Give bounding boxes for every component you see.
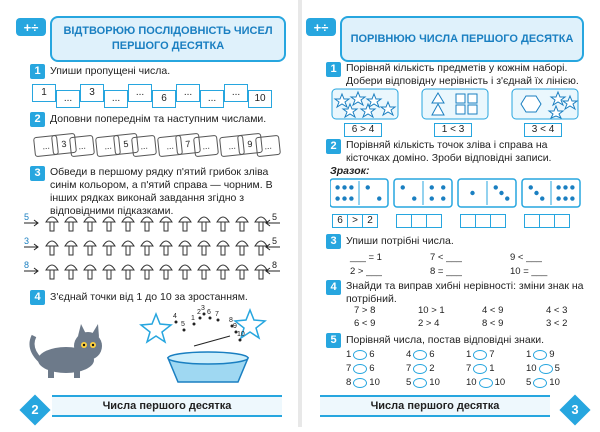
right-page (302, 0, 600, 427)
task-text: Порівняй кількість точок зліва і справа на кісточках доміно. Зроби відповідні записи. (346, 139, 552, 164)
mushroom-icon[interactable] (255, 217, 267, 231)
task-number: 2 (30, 112, 45, 127)
mushroom-icon[interactable] (84, 265, 96, 279)
compare-left-number: 7 (406, 363, 412, 374)
mushroom-icon[interactable] (179, 217, 191, 231)
inequality[interactable]: 2 > 4 (418, 318, 440, 329)
compare-pair (466, 349, 495, 360)
domino-answer-cell[interactable]: 6 (332, 214, 348, 228)
dot-point[interactable] (175, 321, 178, 324)
domino-answer-cell[interactable] (460, 214, 476, 228)
sequence-cell: 3 (80, 84, 104, 102)
dot-label: 6 (207, 309, 211, 316)
sequence-cell: 1 (32, 84, 56, 102)
compare-left-number: 1 (466, 349, 472, 360)
equation[interactable]: 7 < ___ (430, 252, 462, 263)
domino-answer-cell[interactable]: > (347, 214, 363, 228)
task-number: 2 (326, 139, 341, 154)
compare-pair (466, 363, 495, 374)
number-card: 3 (51, 133, 77, 155)
number-card[interactable]: ... (219, 135, 245, 157)
task-number: 3 (326, 234, 341, 249)
task-text: Обведи в першому рядку п'ятий грибок зліва синім кольором, а п'ятий справа — чорним. В інших рядках виконай завдання згідно з відповідними підказками. (50, 166, 273, 217)
domino-answer-cell[interactable] (475, 214, 491, 228)
number-card[interactable]: ... (33, 135, 59, 157)
inequality[interactable]: 4 < 9 (482, 305, 504, 316)
compare-pair (406, 363, 435, 374)
right-hint-number: 5 (272, 212, 278, 222)
sign-slot[interactable] (539, 364, 553, 374)
domino-answer-cell[interactable] (524, 214, 540, 228)
mushroom-icon[interactable] (160, 241, 172, 255)
page-footer: Числа першого десятка (52, 395, 282, 417)
compare-pair (406, 349, 435, 360)
inequality[interactable]: 4 < 3 (546, 305, 568, 316)
task-text: Порівняй кількість предметів у кожнім наборі. Добери відповідну нерівність і з'єднай їх лінією. (346, 62, 579, 87)
number-card[interactable]: ... (193, 135, 219, 157)
svg-text:+÷: +÷ (23, 20, 39, 35)
number-card[interactable]: ... (157, 135, 183, 157)
sequence-cell[interactable]: ... (104, 90, 128, 108)
task-number: 5 (326, 333, 341, 348)
mushroom-icon[interactable] (84, 241, 96, 255)
sign-slot[interactable] (533, 350, 547, 360)
domino-row (330, 178, 586, 210)
left-hint-number: 3 (24, 236, 30, 246)
domino-answer-cell[interactable] (411, 214, 427, 228)
task-text: Порівняй числа, постав відповідні знаки. (346, 334, 545, 346)
dot-point[interactable] (193, 323, 196, 326)
mushroom-grid[interactable] (24, 212, 280, 280)
task-number: 3 (30, 166, 45, 181)
dot-label: 1 (191, 315, 195, 322)
domino-tile (330, 179, 388, 207)
mushroom-icon[interactable] (122, 265, 134, 279)
task-text: Знайди та виправ хибні нерівності: зміни знак на потрібний. (346, 280, 584, 305)
dot-label: 10 (237, 331, 245, 338)
sign-slot[interactable] (473, 350, 487, 360)
compare-left-number: 8 (346, 377, 352, 388)
dot-point[interactable] (209, 317, 212, 320)
compare-left-number: 10 (466, 377, 477, 388)
mushroom-icon[interactable] (160, 217, 172, 231)
mushroom-icon[interactable] (65, 265, 77, 279)
sequence-cell[interactable]: ... (200, 90, 224, 108)
sign-slot[interactable] (479, 378, 493, 388)
sequence-cell[interactable]: ... (176, 84, 200, 102)
sign-slot[interactable] (413, 378, 427, 388)
domino-answer-cell[interactable] (396, 214, 412, 228)
domino-answer-cell[interactable]: 2 (362, 214, 378, 228)
compare-pair (526, 349, 555, 360)
domino-tile (394, 179, 452, 207)
compare-left-number: 10 (526, 363, 537, 374)
domino-answer-cell[interactable] (554, 214, 570, 228)
page-title: ВІДТВОРЮЮ ПОСЛІДОВНІСТЬ ЧИСЕЛ ПЕРШОГО ДЕСЯТКА (50, 16, 286, 62)
inequality[interactable]: 3 < 2 (546, 318, 568, 329)
domino-answer-cell[interactable] (490, 214, 506, 228)
sequence-cell: 6 (152, 90, 176, 108)
compare-right-number: 9 (549, 349, 555, 360)
compare-right-number: 10 (429, 377, 440, 388)
page-number: 2 (19, 394, 50, 425)
compare-pair (526, 363, 560, 374)
mushroom-icon[interactable] (198, 265, 210, 279)
sequence-cell[interactable]: ... (224, 84, 248, 102)
sign-slot[interactable] (353, 364, 367, 374)
compare-pair (466, 377, 505, 388)
compare-left-number: 4 (406, 349, 412, 360)
mushroom-icon[interactable] (217, 265, 229, 279)
domino-answer-cell[interactable] (539, 214, 555, 228)
sign-slot[interactable] (353, 378, 367, 388)
mushroom-icon[interactable] (179, 265, 191, 279)
left-hint-number: 8 (24, 260, 30, 270)
mushroom-icon[interactable] (46, 217, 58, 231)
dot-label: 9 (233, 323, 237, 330)
mushroom-icon[interactable] (141, 217, 153, 231)
sequence-cell[interactable]: ... (56, 90, 80, 108)
compare-right-number: 10 (494, 377, 506, 388)
mushroom-icon[interactable] (141, 241, 153, 255)
sequence-cell: 10 (248, 90, 272, 108)
number-card[interactable]: ... (95, 135, 121, 157)
equation[interactable]: 9 < ___ (510, 252, 542, 263)
dot-label: 7 (215, 311, 219, 318)
compare-right-number: 10 (549, 377, 560, 388)
equation[interactable]: 8 = ___ (430, 266, 462, 277)
domino-tile (522, 179, 580, 207)
dot-label: 8 (229, 317, 233, 324)
cat-illustration-icon (26, 318, 116, 380)
number-card[interactable]: ... (255, 135, 281, 157)
mushroom-icon[interactable] (103, 265, 115, 279)
task-text: Доповни попереднім та наступним числами. (50, 113, 267, 125)
compare-pair (346, 377, 380, 388)
number-card[interactable]: ... (69, 135, 95, 157)
compare-right-number: 1 (489, 363, 495, 374)
dot-label: 5 (181, 321, 185, 328)
sign-slot[interactable] (533, 378, 547, 388)
compare-right-number: 2 (429, 363, 435, 374)
math-logo-icon (14, 14, 48, 40)
inequality-answer[interactable]: 6 > 4 (344, 123, 382, 137)
task-number: 4 (30, 290, 45, 305)
task-text: Упиши пропущені числа. (50, 65, 171, 77)
compare-left-number: 5 (406, 377, 412, 388)
mushroom-icon[interactable] (236, 241, 248, 255)
mushroom-icon[interactable] (236, 265, 248, 279)
compare-right-number: 6 (369, 349, 375, 360)
compare-left-number: 1 (526, 349, 532, 360)
compare-right-number: 6 (429, 349, 435, 360)
task-number: 1 (326, 62, 341, 77)
mushroom-icon[interactable] (236, 217, 248, 231)
mushroom-icon[interactable] (198, 241, 210, 255)
mushroom-icon[interactable] (255, 265, 267, 279)
sign-slot[interactable] (473, 364, 487, 374)
dot-point[interactable] (239, 339, 242, 342)
mushroom-icon[interactable] (179, 241, 191, 255)
mushroom-icon[interactable] (103, 241, 115, 255)
task-text: З'єднай точки від 1 до 10 за зростанням. (50, 291, 248, 303)
equation[interactable]: 10 = ___ (510, 266, 548, 277)
dot-label: 2 (197, 309, 201, 316)
dot-point[interactable] (183, 329, 186, 332)
inequality[interactable]: 10 > 1 (418, 305, 445, 316)
mushroom-icon[interactable] (198, 217, 210, 231)
sign-slot[interactable] (413, 364, 427, 374)
left-page (0, 0, 298, 427)
domino-tile (458, 179, 516, 207)
inequality-answer[interactable]: 1 < 3 (434, 123, 472, 137)
number-card: 9 (237, 133, 263, 155)
dot-point[interactable] (203, 313, 206, 316)
compare-right-number: 7 (489, 349, 495, 360)
compare-left-number: 5 (526, 377, 532, 388)
mushroom-icon[interactable] (103, 217, 115, 231)
mushroom-icon[interactable] (122, 241, 134, 255)
mushroom-icon[interactable] (46, 265, 58, 279)
shape-sets (330, 88, 580, 122)
number-card: 5 (113, 133, 139, 155)
compare-pair (526, 377, 560, 388)
dot-label: 3 (201, 305, 205, 312)
domino-answer-cell[interactable] (426, 214, 442, 228)
right-hint-number: 5 (272, 236, 278, 246)
dot-to-dot-picture[interactable] (138, 300, 278, 390)
page-footer: Числа першого десятка (320, 395, 550, 417)
right-hint-number: 8 (272, 260, 278, 270)
dot-label: 4 (173, 313, 177, 320)
mushroom-icon[interactable] (46, 241, 58, 255)
dot-point[interactable] (199, 317, 202, 320)
compare-right-number: 6 (369, 363, 375, 374)
mushroom-icon[interactable] (217, 241, 229, 255)
compare-pair (346, 349, 375, 360)
equation[interactable]: 2 > ___ (350, 266, 382, 277)
sequence-cell[interactable]: ... (128, 84, 152, 102)
compare-pair (346, 363, 375, 374)
mushroom-icon[interactable] (122, 217, 134, 231)
inequality[interactable]: 6 < 9 (354, 318, 376, 329)
number-card[interactable]: ... (131, 135, 157, 157)
compare-pair (406, 377, 440, 388)
mushroom-icon[interactable] (65, 217, 77, 231)
compare-right-number: 5 (554, 363, 560, 374)
task-number: 1 (30, 64, 45, 79)
sample-label: Зразок: (330, 165, 370, 177)
inequality[interactable]: 8 < 9 (482, 318, 504, 329)
svg-text:+÷: +÷ (313, 20, 329, 35)
mushroom-icon[interactable] (84, 217, 96, 231)
mushroom-icon[interactable] (255, 241, 267, 255)
compare-right-number: 10 (369, 377, 380, 388)
mushroom-icon[interactable] (141, 265, 153, 279)
inequality[interactable]: 7 > 8 (354, 305, 376, 316)
sign-slot[interactable] (353, 350, 367, 360)
compare-left-number: 7 (466, 363, 472, 374)
equation[interactable]: ___ = 1 (350, 252, 382, 263)
sign-slot[interactable] (413, 350, 427, 360)
compare-left-number: 1 (346, 349, 352, 360)
task-text: Упиши потрібні числа. (346, 235, 454, 247)
mushroom-icon[interactable] (217, 217, 229, 231)
number-card: 7 (175, 133, 201, 155)
math-logo-icon (304, 14, 338, 40)
mushroom-icon[interactable] (160, 265, 172, 279)
dot-point[interactable] (217, 319, 220, 322)
inequality-answer[interactable]: 3 < 4 (524, 123, 562, 137)
page-number: 3 (559, 394, 590, 425)
mushroom-icon[interactable] (65, 241, 77, 255)
task-number: 4 (326, 280, 341, 295)
left-hint-number: 5 (24, 212, 30, 222)
compare-left-number: 7 (346, 363, 352, 374)
page-title: ПОРІВНЮЮ ЧИСЛА ПЕРШОГО ДЕСЯТКА (340, 16, 584, 62)
